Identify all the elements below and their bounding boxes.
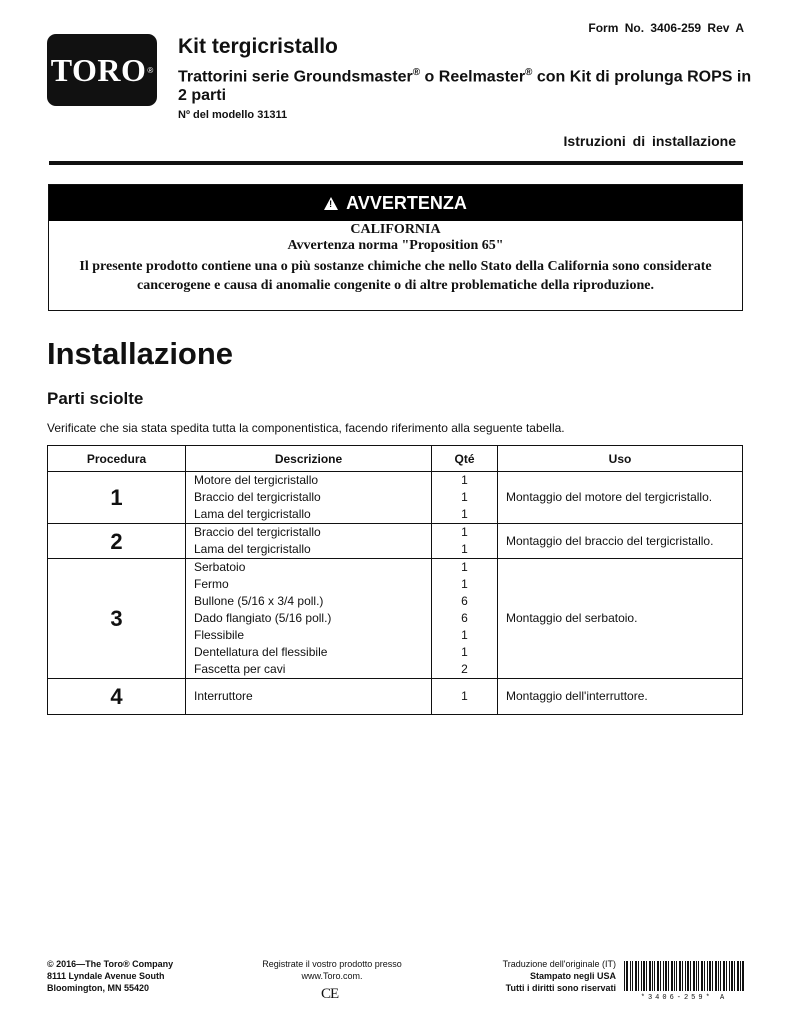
use-cell: Montaggio dell'interruttore. bbox=[498, 679, 743, 715]
description-cell bbox=[186, 559, 432, 679]
header-use: Uso bbox=[498, 446, 743, 472]
barcode-text: *3406-259* A bbox=[640, 994, 728, 1002]
subsection-title: Parti sciolte bbox=[47, 389, 144, 408]
part-qty: 1 bbox=[461, 542, 468, 556]
part-qty: 6 bbox=[461, 594, 468, 608]
part-qty: 6 bbox=[461, 611, 468, 625]
description-cell bbox=[186, 524, 432, 559]
header-procedure: Procedura bbox=[48, 446, 186, 472]
parts-table bbox=[47, 445, 743, 715]
procedure-number: 3 bbox=[48, 559, 186, 679]
part-name: Braccio del tergicristallo bbox=[194, 525, 321, 539]
warning-header bbox=[49, 185, 742, 221]
footer-address-2: Bloomington, MN 55420 bbox=[47, 983, 150, 993]
part-name: Lama del tergicristallo bbox=[194, 542, 311, 556]
procedure-number: 4 bbox=[48, 679, 186, 715]
table-row bbox=[48, 472, 743, 524]
part-qty: 1 bbox=[461, 473, 468, 487]
document-title: Kit tergicristallo bbox=[178, 35, 338, 58]
section-title: Installazione bbox=[47, 336, 234, 371]
description-cell bbox=[186, 472, 432, 524]
part-qty: 1 bbox=[461, 525, 468, 539]
footer-address-1: 8111 Lyndale Avenue South bbox=[47, 971, 165, 981]
warning-state: CALIFORNIA bbox=[350, 222, 441, 237]
qty-cell bbox=[432, 559, 498, 679]
warning-title: AVVERTENZA bbox=[346, 192, 467, 213]
part-name: Braccio del tergicristallo bbox=[194, 490, 321, 504]
barcode-icon bbox=[624, 961, 744, 991]
table-header-row bbox=[48, 446, 743, 472]
part-name: Fascetta per cavi bbox=[194, 662, 286, 676]
table-row bbox=[48, 524, 743, 559]
use-cell: Montaggio del serbatoio. bbox=[498, 559, 743, 679]
footer-translation-note: Traduzione dell'originale (IT) bbox=[502, 959, 616, 969]
footer-translation bbox=[464, 958, 616, 994]
qty-cell bbox=[432, 679, 498, 715]
toro-logo bbox=[47, 34, 157, 106]
header-qty: Qté bbox=[432, 446, 498, 472]
warning-regulation: Avvertenza norma "Proposition 65" bbox=[287, 238, 504, 253]
part-name: Flessibile bbox=[194, 628, 245, 642]
warning-triangle-icon: ! bbox=[324, 197, 338, 210]
use-cell: Montaggio del braccio del tergicristallo. bbox=[498, 524, 743, 559]
part-name: Bullone (5/16 x 3/4 poll.) bbox=[194, 594, 324, 608]
part-qty: 1 bbox=[461, 490, 468, 504]
procedure-number: 2 bbox=[48, 524, 186, 559]
part-name: Interruttore bbox=[194, 689, 253, 703]
part-name: Motore del tergicristallo bbox=[194, 473, 319, 487]
qty-cell bbox=[432, 472, 498, 524]
part-name: Dentellatura del flessibile bbox=[194, 645, 328, 659]
part-name: Serbatoio bbox=[194, 560, 246, 574]
part-qty: 1 bbox=[461, 577, 468, 591]
document-type: Istruzioni di installazione bbox=[563, 133, 736, 149]
footer-register-link[interactable]: www.Toro.com. bbox=[301, 971, 363, 981]
procedure-number: 1 bbox=[48, 472, 186, 524]
header-description: Descrizione bbox=[186, 446, 432, 472]
form-number: Form No. 3406-259 Rev A bbox=[588, 21, 744, 35]
warning-text: Il presente prodotto contiene una o più sostanze chimiche che nello Stato della California sono considerate cancerogene e causa di anomalie congenite o di altre problematiche della riproduzione. bbox=[79, 259, 712, 293]
footer-rights: Tutti i diritti sono riservati bbox=[505, 983, 616, 993]
part-qty: 1 bbox=[461, 560, 468, 574]
description-cell bbox=[186, 679, 432, 715]
intro-text: Verificate che sia stata spedita tutta la componentistica, facendo riferimento alla seguente tabella. bbox=[47, 421, 565, 435]
part-name: Lama del tergicristallo bbox=[194, 507, 311, 521]
footer-copyright: © 2016—The Toro® Company bbox=[47, 959, 174, 969]
footer-printed: Stampato negli USA bbox=[529, 971, 616, 981]
footer-company bbox=[47, 958, 173, 994]
qty-cell bbox=[432, 524, 498, 559]
part-qty: 1 bbox=[461, 628, 468, 642]
warning-box bbox=[48, 184, 743, 311]
part-qty: 1 bbox=[461, 689, 468, 703]
footer-register bbox=[250, 958, 414, 982]
logo-text: TORO bbox=[50, 51, 147, 88]
part-name: Fermo bbox=[194, 577, 229, 591]
table-row bbox=[48, 679, 743, 715]
part-name: Dado flangiato (5/16 poll.) bbox=[194, 611, 332, 625]
logo-registered-mark: ® bbox=[147, 65, 154, 75]
use-cell: Montaggio del motore del tergicristallo. bbox=[498, 472, 743, 524]
document-subtitle: Trattorini serie Groundsmaster® o Reelmaster® con Kit di prolunga ROPS in 2 parti bbox=[178, 67, 752, 105]
model-number: Nº del modello 31311 bbox=[178, 109, 288, 121]
part-qty: 2 bbox=[461, 662, 468, 676]
header-divider bbox=[49, 161, 743, 165]
part-qty: 1 bbox=[461, 645, 468, 659]
table-row bbox=[48, 559, 743, 679]
footer-register-line1: Registrate il vostro prodotto presso bbox=[262, 959, 402, 969]
part-qty: 1 bbox=[461, 507, 468, 521]
warning-body bbox=[49, 221, 742, 295]
ce-mark-icon: CE bbox=[321, 986, 339, 1002]
